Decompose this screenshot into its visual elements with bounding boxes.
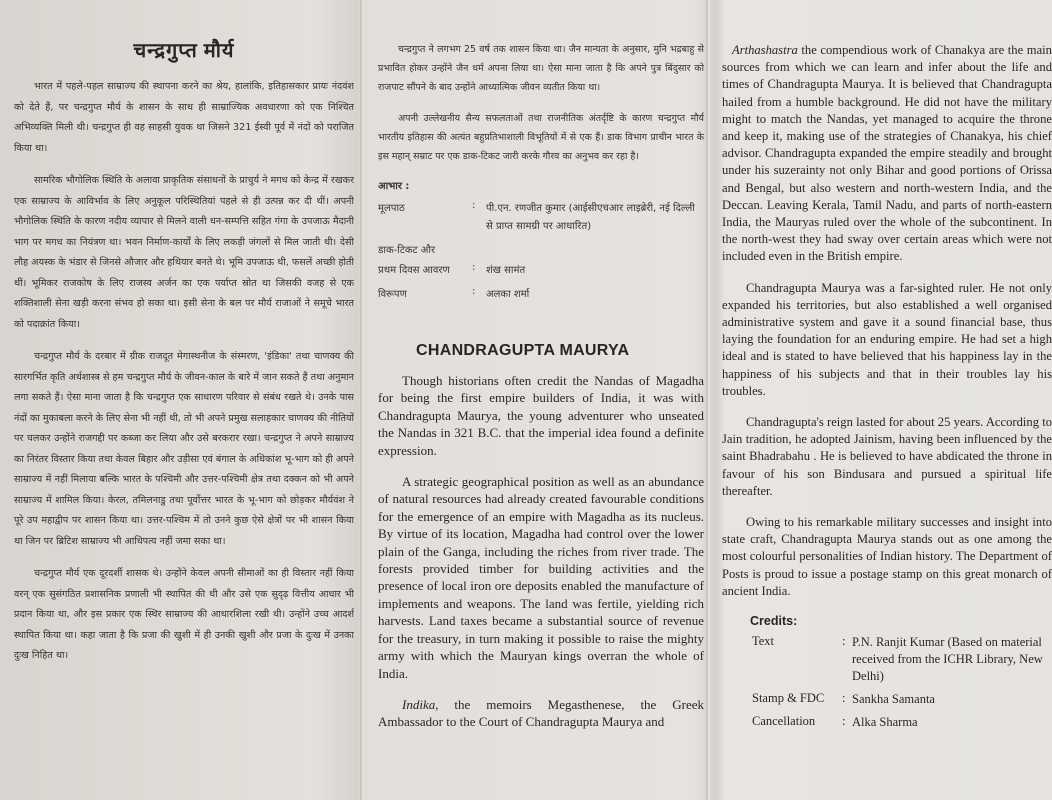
hindi-paragraph-3: चन्द्रगुप्त मौर्य के दरबार में ग्रीक राजदूत मेगास्थनीज के संस्मरण, 'इंडिका' तथा चाणक्य की सारगर्भित कृति अर्थशास्त्र से हम चन्द्रगुप्त मौर्य के जीवन-काल के बारे में जान सकते हैं तथा अनुमान लगा सकते हैं। ऐसा माना जाता है कि चन्द्रगुप्त एक साधारण परिवार से संबंध रखते थे। उनके पास नंदों का मुकाबला करने के लिए सेना भी नहीं थी, तो भी अपने प्रमुख सलाहकार चाणक्य की नीतियों पर चलकर उन्होंने राजगद्दी पर कब्जा कर लिया और उसे बरकरार रखा। चन्द्रगुप्त ने अपने साम्राज्य का निरंतर विस्तार किया तथा केवल बिहार और उड़ीसा एवं बंगाल के अधिकांश भू-भाग को ही अपने साम्राज्य में नहीं मिलाया बल्कि भारत के पश्चिमी और उत्तर-पश्चिमी क्षेत्र तथा दक्कन को भी अपने साम्राज्य में शामिल किया। केरल, तमिलनाडु तथा पूर्वोत्तर भारत के भू-भाग को छोड़कर मौर्यवंश ने पूरे उप महाद्वीप पर शासन किया था। उत्तर-पश्चिम में तो उनने कुछ ऐसे क्षेत्रों पर भी शासन किया था जिन पर ब्रिटिश साम्राज्य भी आधिपत्य नहीं जमा सका था। <box>14 351 354 547</box>
hindi-credit-row <box>378 242 704 256</box>
hindi-paragraph-5: चन्द्रगुप्त ने लगभग 25 वर्ष तक शासन किया था। जैन मान्यता के अनुसार, मुनि भद्रबाहु से प्रभावित होकर उन्होंने जैन धर्म अपना लिया था। ऐसा माना जाता है कि अपने पुत्र बिंदुसार को राजपाट सौंपने के बाद उन्होंने आध्यात्मिक जीवन व्यतीत किया था। <box>378 44 704 93</box>
hindi-credit-row <box>378 262 704 280</box>
hindi-credit-value: शंख सामंत <box>486 265 526 276</box>
hindi-credit-sep: : <box>472 286 476 297</box>
english-credit-key: Text <box>752 634 775 649</box>
hindi-credit-value: पी.एन. रणजीत कुमार (आईसीएचआर लाइब्रेरी, नई दिल्ली से प्राप्त सामग्री पर आधारित) <box>486 203 695 232</box>
english-credit-sep: : <box>842 714 846 729</box>
hindi-column-left <box>14 0 354 800</box>
hindi-credit-key: डाक-टिकट और <box>378 245 436 256</box>
english-credit-row <box>752 634 1052 685</box>
middle-column <box>378 0 704 800</box>
fold-line-left <box>360 0 364 800</box>
hindi-paragraph-4: चन्द्रगुप्त मौर्य एक दूरदर्शी शासक थे। उन्होंने केवल अपनी सीमाओं का ही विस्तार नहीं किया वरन् एक सुसंगठित प्रशासनिक प्रणाली भी स्थापित की थी और उसे एक सुदृढ़ वित्तीय आधार भी प्रदान किया था, और इस प्रकार एक स्थिर साम्राज्य की आधारशिला रखी थी। उन्होंने उच्च आदर्श स्थापित किया था। कहा जाता है कि प्रजा की खुशी में ही उनकी खुशी और प्रजा के दुःख में उनका दुःख निहित था। <box>14 568 354 661</box>
english-paragraph-2: A strategic geographical position as well as an abundance of natural resources had already created favourable conditions for the emergence of an empire with Magadha as its nucleus. By virtue of its location, Magadha had control over the lower plain of the Ganga, including the riches from river trade. The forests provided timber for building activities and the presence of local iron ore deposits enabled the manufacture of implements and weapons. The land was fertile, yielding rich harvests. Land taxes became a substantial source of revenue for the treasury, in turn making it possible to raise the mighty army with which the Mauryan kings overran the whole of India. <box>378 474 704 681</box>
english-paragraph-3-text: the memoirs Megasthenese, the Greek Ambassador to the Court of Chandragupta Maurya and <box>378 696 704 730</box>
hindi-credit-sep: : <box>472 262 476 273</box>
english-credit-value: P.N. Ranjit Kumar (Based on material received from the ICHR Library, New Delhi) <box>852 635 1043 684</box>
hindi-credit-row <box>378 200 704 236</box>
english-credits-heading: Credits: <box>750 614 798 629</box>
english-title: CHANDRAGUPTA MAURYA <box>416 342 630 359</box>
english-paragraph-7: Owing to his remarkable military successes and insight into state craft, Chandragupta Maurya stands out as one among the most colourful personalities of Indian history. The Department of Posts is proud to issue a postage stamp on this great monarch of ancient India. <box>722 515 1052 598</box>
hindi-credits-heading: आभार : <box>378 181 410 192</box>
english-paragraph-4-text: the compendious work of Chanakya are the main sources from which we can learn and infer about the life and times of Chandragupta Maurya. It is believed that Chandragupta hailed from a humble background. He did not have the military might to match the Nandas, yet managed to acquire the throne and keep it, making use of the strategies of Chanakya, his chief advisor. Chandragupta expanded the empire steadily and brought under his suzerainty not only Bihar and good portions of Orissa and Bengal, but also western and north-western India, and the Deccan. Leaving Kerala, Tamil Nadu, and parts of north-eastern India, the Mauryas ruled over the whole of the subcontinent. In the north-west they had sway over certain areas which were not included even in the British empire. <box>722 43 1052 264</box>
english-credit-row <box>752 691 1052 708</box>
hindi-credit-value: अलका शर्मा <box>486 289 530 300</box>
hindi-paragraph-6: अपनी उल्लेखनीय सैन्य सफलताओं तथा राजनीतिक अंतर्दृष्टि के कारण चन्द्रगुप्त मौर्य भारतीय इतिहास की अत्यंत बहुप्रतिभाशाली विभूतियों में से एक हैं। डाक विभाग प्राचीन भारत के इस महान् सम्राट पर एक डाक-टिकट जारी करके गौरव का अनुभव कर रहा है। <box>378 113 704 162</box>
english-credit-value: Sankha Samanta <box>852 692 935 707</box>
hindi-paragraph-1: भारत में पहले-पहल साम्राज्य की स्थापना करने का श्रेय, हालांकि, इतिहासकार प्रायः नंदवंश को देते हैं, पर चन्द्रगुप्त मौर्य के शासन के साथ ही साम्राज्यिक अवधारणा को एक निश्चित अभिव्यक्ति मिली थी। चन्द्रगुप्त ही वह साहसी युवक था जिसने 321 ईस्वी पूर्व में नंदों को पराजित किया था। <box>14 81 354 154</box>
english-credit-sep: : <box>842 691 846 706</box>
english-paragraph-5: Chandragupta Maurya was a far-sighted ruler. He not only expanded his territories, but also established a well organised administrative system and gave it a sound financial base, thus laying the foundation for an enduring empire. He had set a high ideal and is stated to have believed that his happiness lay in the happiness of his subjects and that in their troubles lay his troubles. <box>722 280 1052 398</box>
english-credit-value: Alka Sharma <box>852 715 918 730</box>
english-paragraph-1: Though historians often credit the Nandas of Magadha for being the first empire builders of India, it was with Chandragupta Maurya, the young adventurer who unseated the Nandas in 321 B.C. that the imperial idea found a definite expression. <box>378 373 704 458</box>
english-paragraph-3 <box>378 696 704 731</box>
hindi-credit-sep: : <box>472 200 476 211</box>
arthashastra-italic: Arthashastra <box>732 43 798 57</box>
hindi-credit-row <box>378 286 704 304</box>
hindi-paragraph-2: सामरिक भौगोलिक स्थिति के अलावा प्राकृतिक संसाधनों के प्राचुर्य ने मगध को केन्द्र में रखकर एक साम्राज्य के आविर्भाव के लिए अनुकूल परिस्थितियां पहले से ही उत्पन्न कर दी थीं। अपनी भौगोलिक स्थिति के कारण नदीय व्यापार से मिलने वाली धन-सम्पत्ति सहित गंगा के उपजाऊ मैदानी भाग पर मगध का नियंत्रण था। भवन निर्माण-कार्यों के लिए लकड़ी जंगलों से मिल जाती थी। देसी लौह अयस्क के भंडार से जिनसे औजार और हथियार बनते थे। भूमि उपजाऊ थी, फसलें अच्छी होती थीं। भूमिकर राजकोष के लिए राजस्व अर्जन का एक पर्याप्त स्रोत था जिसकी वजह से एक शक्तिशाली सेना खड़ी करना संभव हो सका था। इसी सेना के बल पर मौर्य राजाओं ने समूचे भारत को पदाक्रांत किया। <box>14 175 354 330</box>
hindi-credit-key: विरूपण <box>378 289 407 300</box>
fold-line-right <box>706 0 710 800</box>
indika-italic: Indika, <box>402 696 439 712</box>
hindi-title: चन्द्रगुप्त मौर्य <box>133 40 235 62</box>
hindi-credits <box>378 178 704 304</box>
english-credit-key: Cancellation <box>752 714 816 729</box>
english-paragraph-6: Chandragupta's reign lasted for about 25 years. According to Jain tradition, he adopted Jainism, having been influenced by the saint Bhadrabahu . He is believed to have abdicated the throne in favour of his son Bindusara and pursued a spiritual life thereafter. <box>722 415 1052 498</box>
english-credit-sep: : <box>842 634 846 649</box>
english-paragraph-4 <box>722 42 1052 266</box>
hindi-credit-key: मूलपाठ <box>378 203 405 214</box>
hindi-credit-key: प्रथम दिवस आवरण <box>378 265 450 276</box>
english-credit-row <box>752 714 1052 731</box>
english-column-right <box>722 0 1052 800</box>
english-credit-key: Stamp & FDC <box>752 691 825 706</box>
